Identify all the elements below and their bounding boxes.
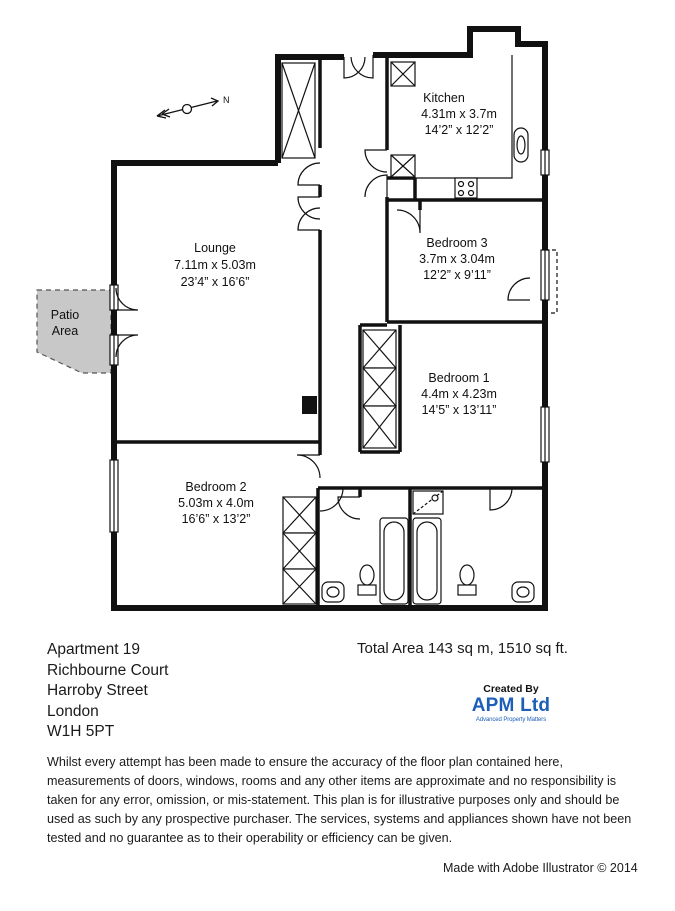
creator-logo [471, 683, 551, 723]
address-line-4: London [47, 702, 99, 720]
created-by-label: Created By [483, 683, 539, 695]
bedroom3-name: Bedroom 3 [426, 236, 488, 250]
total-area: Total Area 143 sq m, 1510 sq ft. [357, 640, 568, 657]
bedroom3-metric: 3.7m x 3.04m [419, 252, 495, 266]
kitchen-imperial: 14’2” x 12’2” [424, 123, 494, 137]
property-address [47, 640, 168, 743]
bedroom1-metric: 4.4m x 4.23m [421, 387, 497, 401]
bedroom3-label [419, 236, 495, 282]
bedroom1-imperial: 14’5” x 13’11” [421, 403, 497, 417]
bedroom2-imperial: 16’6” x 13’2” [181, 512, 251, 526]
lounge-imperial: 23’4” x 16’6” [180, 275, 250, 289]
bedroom2-label [178, 480, 254, 526]
disclaimer-text: Whilst every attempt has been made to ensure the accuracy of the floor plan contained here, measurements of doors, windows, rooms and any other items are approximate and no responsibility is taken for any error, omission, or mis-statement. This plan is for illustrative purposes only and should be used as such by any prospective purchaser. The services, systems and appliances shown have not been tested and no guarantee as to their operability or efficiency can be given. [47, 755, 632, 845]
lounge-label [174, 241, 256, 289]
lounge-name: Lounge [194, 241, 236, 255]
kitchen-name: Kitchen [423, 91, 465, 105]
apm-logo-subtitle: Advanced Property Matters [475, 717, 547, 723]
patio-line1: Patio [50, 308, 80, 322]
lounge-metric: 7.11m x 5.03m [174, 258, 256, 272]
bedroom3-imperial: 12’2” x 9’11” [423, 268, 491, 282]
compass-icon [157, 98, 218, 118]
patio-line2: Area [51, 324, 79, 338]
address-line-5: W1H 5PT [47, 723, 115, 740]
kitchen-metric: 4.31m x 3.7m [421, 107, 497, 121]
address-line-3: Harroby Street [47, 682, 148, 699]
compass-north-label: N [223, 95, 230, 105]
made-with-credit: Made with Adobe Illustrator © 2014 [443, 861, 638, 875]
kitchen-label [421, 91, 497, 137]
bedroom1-name: Bedroom 1 [428, 371, 490, 385]
bathroom-fittings [322, 491, 534, 604]
apm-logo-name: APM Ltd [471, 695, 551, 716]
windows [110, 150, 549, 532]
bedroom1-label [421, 371, 497, 417]
bedroom2-name: Bedroom 2 [185, 480, 247, 494]
address-line-1: Apartment 19 [47, 641, 141, 658]
address-line-2: Richbourne Court [47, 661, 169, 679]
chimney-block [302, 396, 317, 414]
bedroom2-metric: 5.03m x 4.0m [178, 496, 254, 510]
